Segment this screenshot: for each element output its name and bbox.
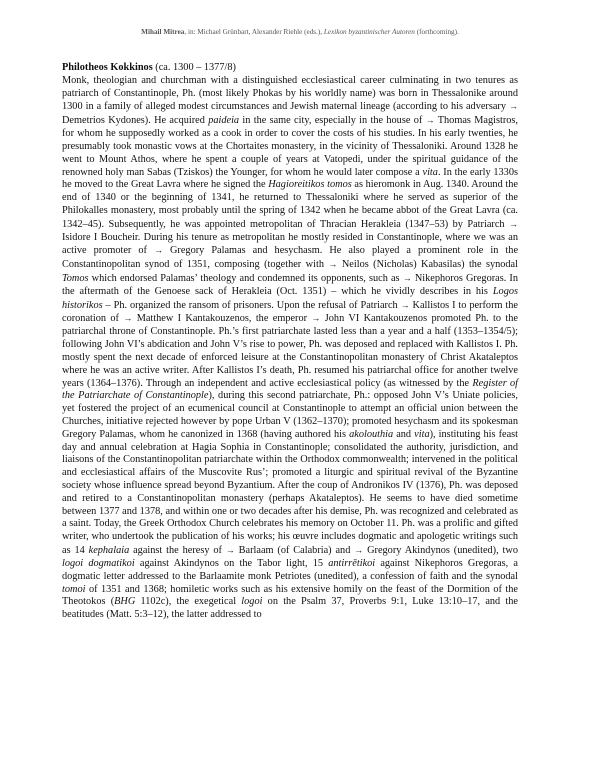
entry-name: Philotheos Kokkinos: [62, 62, 153, 73]
body-text: ), instituting his feast day and annual celebration at Hagia Sophia in Constantinople; consolidated the authority, jurisdiction, and liaisons of the Constantinopolitan patriarchate within the Orthodox commonwealth; intervened in the political and ecclesiastical affairs of the Muscovite Rus’; promoted a liturgic and spiritual revival of the Byzantine society whose influence spread beyond Byzantium. After the coup of Andronikos IV (1376), Ph. was deposed and retired to a Constantinopolitan monastery (perhaps Akataleptos). He seems to have died sometime between 1377 and 1378, and within one or two decades after his demise, Ph. was recognized and celebrated as a saint. Today, the Greek Orthodox Church celebrates his memory on October 11. Ph. was a prolific and gifted writer, who undertook the publication of his works; his œuvre includes dogmatic and apologetic writings such as 14: [62, 428, 519, 557]
body-text: – Ph. organized the ransom of prisoners. Upon the refusal of Patriarch: [102, 299, 401, 311]
body-text: Thomas Magistros, for whom he supposedly worked as a cook in order to cover the costs of his studies. In his early twenties, he presumably took monastic vows at the Chortaites monastery, in the vicinity of Thessaloniki. Around 1328 he went to Mount Athos, where he spent a couple of years at Vatopedi, under the spiritual guidance of the renowned holy man Sabas (Tziskos) the Younger, for whom he would later compose a: [62, 115, 518, 178]
body-text: Matthew I Kantakouzenos, the emperor: [136, 313, 312, 325]
italic-term: Hagioreitikos tomos: [268, 179, 352, 191]
lexicon-entry: [62, 62, 518, 622]
italic-term: BHG: [114, 596, 136, 608]
italic-term: logoi: [241, 596, 263, 608]
body-text: against the heresy of: [129, 545, 226, 557]
cross-reference-arrow: →: [400, 299, 410, 310]
italic-term: tomoi: [62, 583, 86, 595]
italic-term: akolouthia: [349, 428, 394, 440]
body-text: Gregory Palamas and hesychasm. He also played a prominent role in the Constantinopolitan synod of 1351, composing (together with: [62, 245, 519, 271]
italic-term: vita: [414, 428, 430, 440]
header-author: Mihail Mitrea: [141, 28, 185, 36]
body-text: John VI Kantakouzenos promoted Ph. to the patriarchal throne of Constantinople. Ph.’s first patriarchate lasted less than a year and a half (1353–1354/5); following John VI’s abdication and John V’s rise to power, Ph. was deposed and replaced with Kallistos I. Ph. mostly spent the next decade of enforced leisure at the Constantinopolitan monastery of Christ Akataleptos where he was an active writer. After Kallistos I’s death, Ph. resumed his patriarchal office for another twelve years (1364–1376). Through an independent and active ecclesiastical policy (as witnessed by the: [62, 313, 519, 389]
header-status: (forthcoming).: [414, 28, 459, 36]
entry-dates: (ca. 1300 – 1377/8): [152, 62, 236, 73]
body-text: on the Psalm 37, Proverbs 9:1, Luke 13:10–17, and the beatitudes (Matt. 5:3–12), the latter addressed to: [62, 596, 518, 621]
body-text: and: [393, 428, 415, 440]
italic-term: Tomos: [62, 273, 89, 284]
running-header: [70, 28, 530, 36]
cross-reference-arrow: →: [425, 115, 435, 126]
italic-term: kephalaia: [88, 545, 130, 557]
italic-term: Register of the Patriarchate of Constantinople: [62, 377, 518, 402]
body-text: against Akindynos on the Tabor light, 15: [134, 557, 329, 569]
cross-reference-arrow: →: [509, 101, 518, 112]
header-work-title: Lexikon byzantinischer Autoren: [323, 28, 415, 36]
cross-reference-arrow: →: [123, 313, 133, 324]
body-text: which endorsed Palamas’ theology and condemned its opponents, such as: [88, 273, 403, 284]
body-text: Demetrios Kydones). He acquired: [62, 115, 209, 127]
cross-reference-arrow: →: [354, 545, 364, 556]
body-text: Neilos (Nicholas) Kabasilas) the synodal: [341, 259, 518, 271]
body-text: against Nikephoros Gregoras, a dogmatic letter addressed to the Barlaamite monk Petriotes (unedited), a confession of faith and the synodal: [62, 557, 518, 582]
body-text: Monk, theologian and churchman with a distinguished ecclesiastical career culminating in two tenures as patriarch of Constantinople, Ph. (most likely Phokas by his worldly name) was born in Thessalonike around 1300 in a family of alleged modest circumstances and Jewish maternal lineage (according to his adversary: [62, 74, 518, 113]
body-text: Isidore I Boucheir. During his tenure as metropolitan he mostly resided in Constantinople, where we was an active promoter of: [62, 231, 518, 257]
body-text: Barlaam (of Calabria) and: [238, 545, 355, 557]
italic-term: logoi dogmatikoi: [62, 557, 135, 569]
italic-term: vita: [422, 166, 438, 178]
body-text: Nikephoros Gregoras. In the aftermath of the Genoese sack of Herakleia (Oct. 1351) – which he vividly describes in his: [62, 273, 519, 297]
body-text: Kallistos I to perform the coronation of: [62, 299, 519, 325]
entry-body: [62, 75, 518, 622]
cross-reference-arrow: →: [153, 245, 163, 256]
cross-reference-arrow: →: [402, 273, 412, 283]
cross-reference-arrow: →: [509, 218, 518, 229]
cross-reference-arrow: →: [328, 259, 338, 270]
cross-reference-arrow: →: [311, 313, 321, 324]
header-source: , in: Michael Grünbart, Alexander Riehle (eds.),: [184, 28, 324, 36]
body-text: 1102c), the exegetical: [135, 596, 242, 608]
entry-heading: [62, 62, 518, 75]
body-text: ), during this second patriarchate, Ph.: opposed John V’s Uniate policies, yet fostered the project of an ecumenical council at Constantinople to attempt an official union between the Churches, initiative rejected however by pope Urban V (1362–1370); promoted hesychasm and its spokesman Gregory Palamas, whom he canonized in 1368 (having authored his: [62, 390, 518, 440]
body-text: Gregory Akindynos (unedited), two: [367, 545, 518, 557]
italic-term: antirrētikoi: [328, 557, 376, 569]
italic-term: Logos historikos: [62, 285, 518, 311]
cross-reference-arrow: →: [225, 545, 235, 556]
body-text: . In the early 1330s he moved to the Great Lavra where he signed the: [62, 166, 518, 191]
italic-term: paideia: [208, 115, 240, 127]
body-text: as hieromonk in Aug. 1340. Around the end of 1340 or the beginning of 1341, he returned to Thessaloniki where he served as superior of the Philokalles monastery, most probably until the spring of 1342 when he became abbot of the Great Lavra (ca. 1342–45). Subsequently, he was appointed metropolitan of Thracian Herakleia (1347–53) by Patriarch: [62, 179, 518, 230]
body-text: in the same city, especially in the house of: [239, 115, 426, 127]
body-text: of 1351 and 1368; homiletic works such as his extensive homily on the feast of the Dormition of the Theotokos (: [62, 583, 518, 608]
